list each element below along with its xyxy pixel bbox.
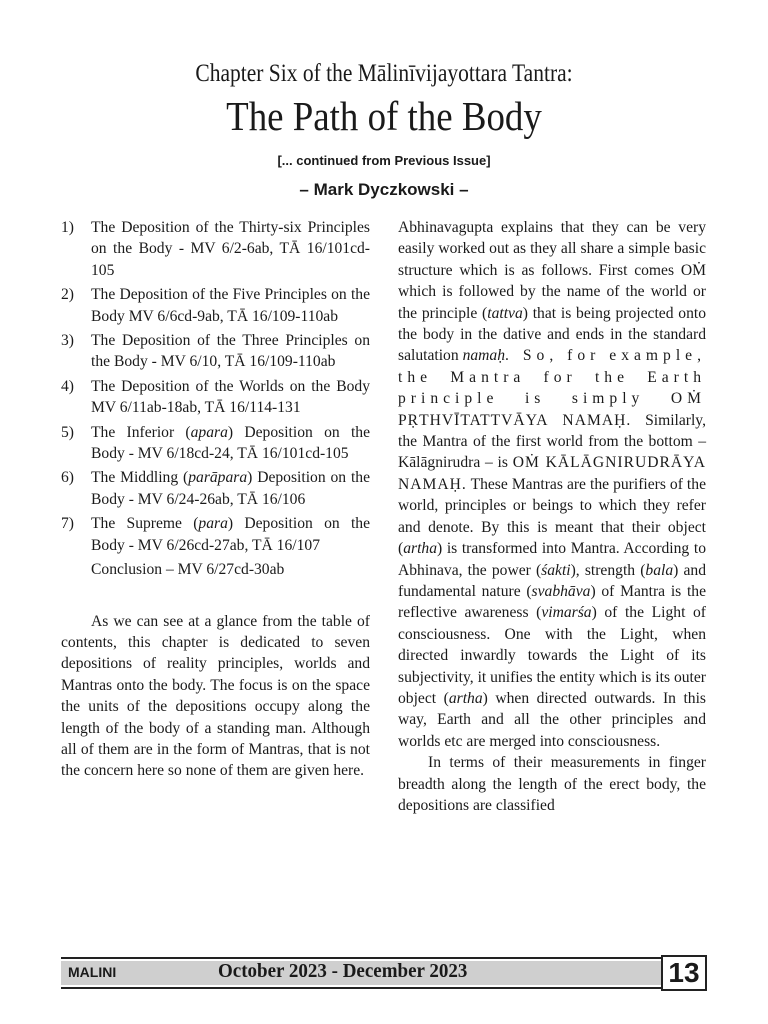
toc-item-number: 5) (61, 423, 74, 441)
text-run: ) of Mantra is the reflective awareness ( (398, 582, 707, 622)
left-column (61, 217, 370, 782)
toc-item-text: The Deposition of the Thirty-six Principles on the Body - MV 6/2-6ab, TĀ 16/101cd-105 (91, 219, 370, 279)
text-run: . So, for example, the Mantra for the Earth principle is simply OṀ (398, 347, 706, 408)
toc-item-text-start: The Inferior ( (91, 423, 191, 441)
text-run: ) and fundamental nature ( (398, 561, 707, 600)
toc-item (61, 513, 370, 556)
toc-item (61, 284, 370, 327)
toc-item-term: apara (190, 423, 228, 441)
issue-date: October 2023 - December 2023 (218, 960, 468, 982)
toc-item (61, 376, 370, 419)
toc-item-text-start: The Middling ( (91, 469, 189, 487)
toc-item-text-end: ) Deposition on the Body - MV 6/26cd-27ab, TĀ 16/107 (91, 515, 370, 554)
right-column (398, 217, 706, 816)
sanskrit-term: śakti (541, 561, 571, 579)
paragraph-gap (61, 581, 370, 611)
intro-paragraph: As we can see at a glance from the table of contents, this chapter is dedicated to seven depositions of reality principles, worlds and Mantras onto the body. The focus is on the space the units of the depositions occupy along the length of the body of a standing man. Although all of them are in the form of Mantras, that is not the concern here so none of them are given here. (61, 612, 370, 780)
text-run: ), strength ( (570, 561, 646, 579)
toc-item-number: 3) (61, 332, 74, 350)
sanskrit-term: artha (403, 540, 437, 558)
body-paragraph (398, 217, 706, 752)
sanskrit-term: tattva (487, 304, 523, 322)
toc-item-number: 4) (61, 377, 74, 395)
toc-item-text: The Deposition of the Three Principles on the Body - MV 6/10, TĀ 16/109-110ab (91, 332, 370, 371)
body-paragraph-continued: In terms of their measurements in finger breadth along the length of the erect body, the depositions are classified (398, 754, 706, 814)
sanskrit-term: artha (448, 689, 483, 707)
author-byline: – Mark Dyczkowski – (299, 180, 469, 199)
toc-item-number: 6) (61, 469, 74, 487)
article-title: The Path of the Body (226, 93, 542, 139)
toc-item-text: The Deposition of the Five Principles on the Body MV 6/6cd-9ab, TĀ 16/109-110ab (91, 286, 370, 325)
toc-item-text-end: ) Deposition on the Body - MV 6/24-26ab, TĀ 16/106 (91, 469, 370, 508)
text-run: These Mantras are the purifiers of the world, principles or beings to which they refer and denote. By this is meant that their object ( (398, 475, 706, 558)
toc-item-text: The Deposition of the Worlds on the Body MV 6/11ab-18ab, TĀ 16/114-131 (91, 377, 370, 417)
toc-item (61, 217, 370, 281)
sanskrit-term: bala (645, 561, 674, 579)
toc-item-number: 1) (61, 219, 74, 236)
continued-note: [... continued from Previous Issue] (277, 153, 491, 168)
toc-item-number: 7) (61, 515, 74, 533)
text-run: ) when directed outwards. In this way, Earth and all the other principles and worlds etc are merged into consciousness. (398, 689, 706, 750)
text-run: Similarly, the Mantra of the first world from the bottom – Kālāgnirudra – is (398, 411, 706, 472)
toc-conclusion: Conclusion – MV 6/27cd-30ab (91, 561, 285, 579)
text-run: Abhinavagupta explains that they can be very easily worked out as they all share a simple basic structure which is as follows. First comes OṀ which is followed by the name of the world or the principle ( (398, 219, 706, 322)
text-run: ) is transformed into Mantra. According to Abhinava, the power ( (398, 540, 706, 579)
magazine-name: MALINI (68, 964, 117, 980)
toc-item-term: parāpara (188, 469, 248, 487)
toc-item (61, 467, 370, 510)
toc-item (61, 330, 370, 373)
page-number: 13 (661, 955, 707, 991)
table-of-contents (61, 217, 370, 556)
toc-item-number: 2) (61, 286, 74, 304)
sanskrit-term: svabhāva (531, 582, 591, 600)
footer-rule-top (61, 957, 706, 959)
text-run: ) of the Light of consciousness. One with the Light, when directed inwardly towards the Light of its subjectivity, it unifies the entity which is its outer object ( (398, 604, 706, 707)
sanskrit-term: namaḥ (462, 347, 506, 365)
toc-item (61, 422, 370, 465)
mantra-text: PṚTHVĪTATTVĀYA NAMAḤ. (398, 411, 632, 429)
toc-item-text-start: The Supreme ( (91, 515, 199, 533)
mantra-text: OṀ KĀLĀGNIRUDRĀYA NAMAḤ. (398, 454, 706, 493)
text-run: ) that is being projected onto the body in the dative and ends in the standard salutation (398, 304, 706, 365)
toc-item-term: para (198, 515, 228, 533)
sanskrit-term: vimarśa (541, 604, 592, 622)
footer-rule-bottom (61, 987, 706, 989)
toc-item-text-end: ) Deposition on the Body - MV 6/18cd-24, TĀ 16/101cd-105 (91, 423, 371, 463)
chapter-subtitle: Chapter Six of the Mālinīvijayottara Tantra: (195, 60, 573, 87)
